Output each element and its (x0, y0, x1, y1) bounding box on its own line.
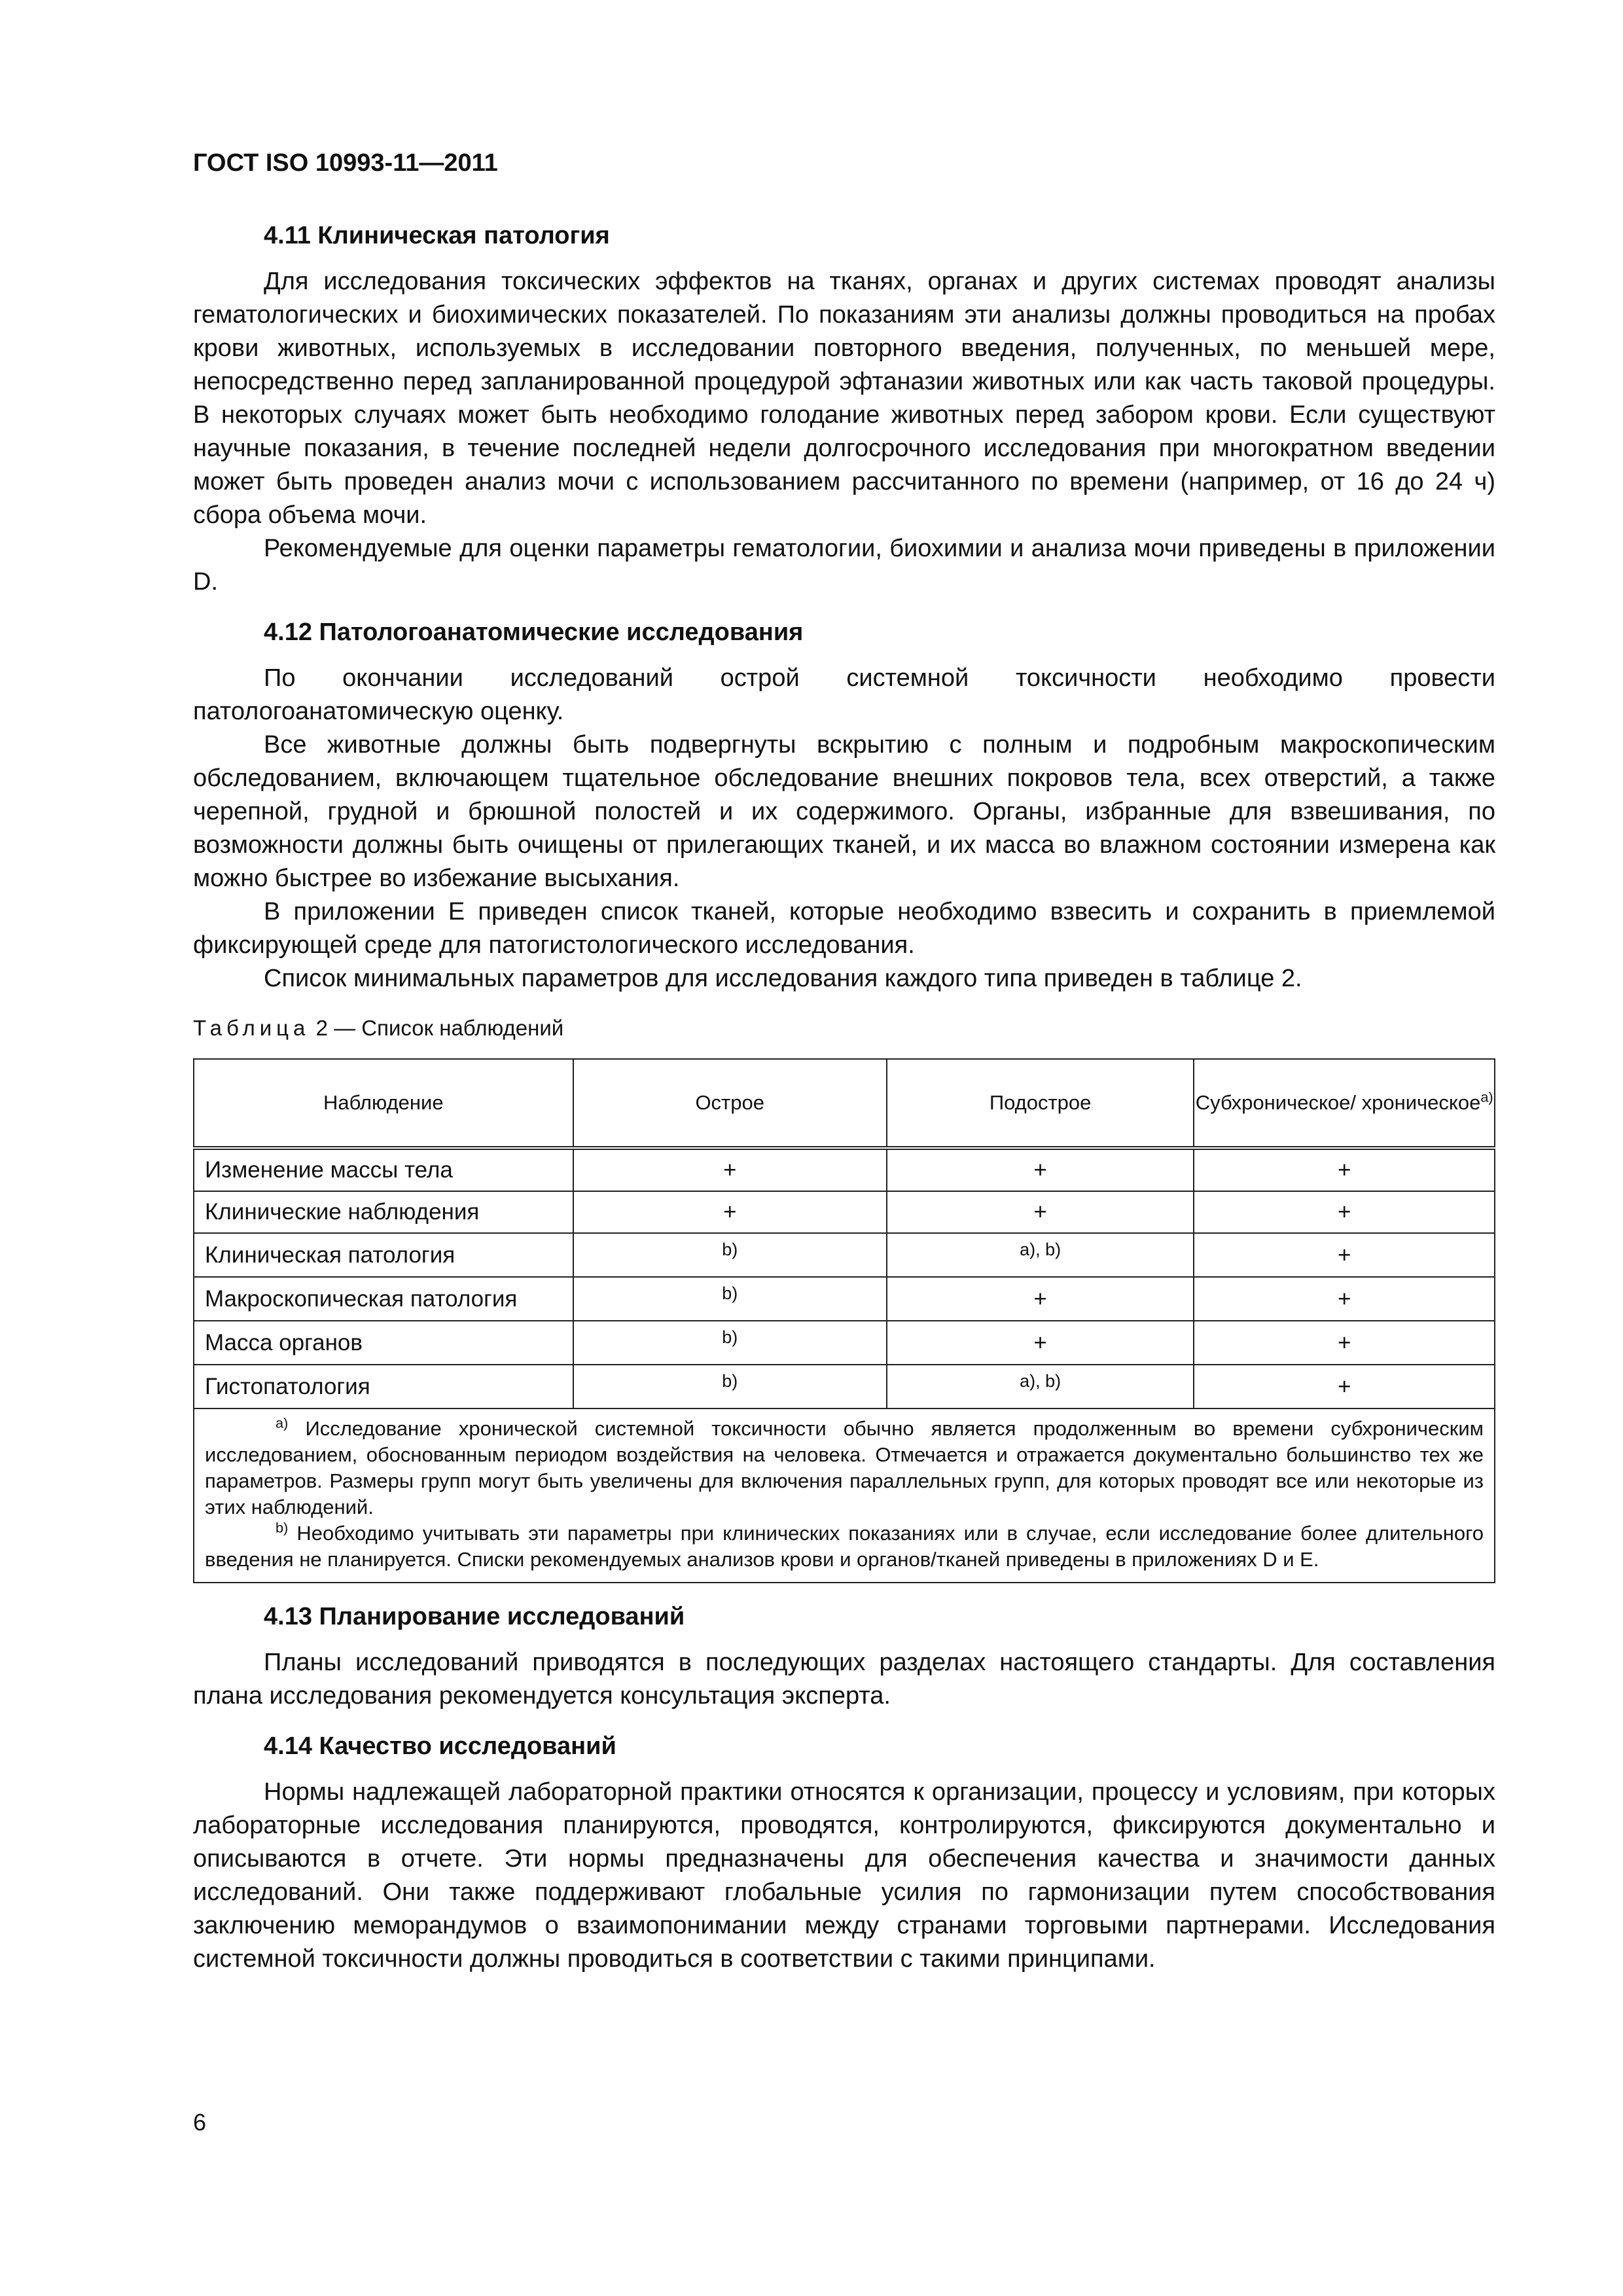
section-4-12-heading: 4.12 Патологоанатомические исследования (264, 619, 804, 646)
row-name: Гистопатология (194, 1365, 573, 1408)
row-name: Макроскопическая патология (194, 1277, 573, 1321)
header-chronic-label: Субхроническое/ хроническое (1195, 1091, 1481, 1114)
cell-acute: + (573, 1191, 887, 1233)
cell-acute: b) (573, 1277, 887, 1321)
table-note-b-mark: b) (276, 1519, 289, 1536)
section-4-11-heading: 4.11 Клиническая патология (264, 222, 610, 249)
table-caption (193, 1014, 1495, 1043)
cell-acute: b) (573, 1233, 887, 1277)
cell-acute: + (573, 1148, 887, 1191)
row-name: Изменение массы тела (194, 1148, 573, 1191)
section-4-13-heading: 4.13 Планирование исследований (264, 1603, 685, 1630)
cell-subacute: + (887, 1321, 1194, 1365)
table-note-a (205, 1416, 1484, 1520)
table-note-a-text: Исследование хронической системной токсичности обычно является продолженным во времени субхроническим исследованием, обоснованным периодом воздействия на человека. Отмечается и отражается документально большинство тех же параметров. Размеры групп могут быть увеличены для включения параллельных групп, для которых проводят все или некоторые из этих наблюдений. (205, 1417, 1484, 1518)
row-name: Клиническая патология (194, 1233, 573, 1277)
table-notes-row (194, 1408, 1495, 1583)
table-row (194, 1277, 1495, 1321)
section-4-14-paragraph-1: Нормы надлежащей лабораторной практики относятся к организации, процессу и условиям, при которых лабораторные исследования планируются, проводятся, контролируются, фиксируются документально и описываются в отчете. Эти нормы предназначены для обеспечения качества и значимости данных исследований. Они также поддерживают глобальные усилия по гармонизации путем способствования заключению меморандумов о взаимопонимании между странами торговыми партнерами. Исследования системной токсичности должны проводиться в соответствии с такими принципами. (193, 1778, 1495, 1973)
section-4-13-paragraph-1: Планы исследований приводятся в последующих разделах настоящего стандарты. Для составления плана исследования рекомендуется консультация эксперта. (193, 1649, 1495, 1710)
table-notes (194, 1408, 1495, 1583)
section-4-12-paragraph-2: Все животные должны быть подвергнуты вскрытию с полным и подробным макроскопическим обследованием, включающем тщательное обследование внешних покровов тела, всех отверстий, а также черепной, грудной и брюшной полостей и их содержимого. Органы, избранные для взвешивания, по возможности должны быть очищены от прилегающих тканей, и их масса во влажном состоянии измерена как можно быстрее во избежание высыхания. (193, 731, 1495, 892)
header-observation: Наблюдение (194, 1059, 573, 1148)
table-row (194, 1365, 1495, 1408)
cell-subacute: + (887, 1148, 1194, 1191)
row-name: Масса органов (194, 1321, 573, 1365)
section-4-12-paragraph-1: По окончании исследований острой системной токсичности необходимо провести патологоанатомическую оценку. (193, 664, 1495, 725)
table-row (194, 1321, 1495, 1365)
cell-chronic: + (1194, 1233, 1495, 1277)
page-content (193, 219, 1495, 1976)
document-header: ГОСТ ISO 10993-11—2011 (193, 149, 498, 177)
table-row (194, 1191, 1495, 1233)
table-note-a-mark: а) (276, 1414, 289, 1431)
cell-chronic: + (1194, 1321, 1495, 1365)
cell-chronic: + (1194, 1277, 1495, 1321)
cell-acute: b) (573, 1321, 887, 1365)
section-4-12-paragraph-3: В приложении Е приведен список тканей, которые необходимо взвесить и сохранить в приемлемой фиксирующей среде для патогистологического исследования. (193, 898, 1495, 959)
table-row (194, 1233, 1495, 1277)
cell-chronic: + (1194, 1148, 1495, 1191)
table-caption-word: Таблица (193, 1016, 310, 1040)
header-chronic (1194, 1059, 1495, 1148)
cell-subacute: a), b) (887, 1233, 1194, 1277)
row-name: Клинические наблюдения (194, 1191, 573, 1233)
cell-chronic: + (1194, 1365, 1495, 1408)
cell-chronic: + (1194, 1191, 1495, 1233)
section-4-11-paragraph-1: Для исследования токсических эффектов на тканях, органах и других системах проводят анализы гематологических и биохимических показателей. По показаниям эти анализы должны проводиться на пробах крови животных, используемых в исследовании повторного введения, полученных, по меньшей мере, непосредственно перед запланированной процедурой эфтаназии животных или как часть таковой процедуры. В некоторых случаях может быть необходимо голодание животных перед забором крови. Если существуют научные показания, в течение последней недели долгосрочного исследования при многократном введении может быть проведен анализ мочи с использованием рассчитанного по времени (например, от 16 до 24 ч) сбора объема мочи. (193, 268, 1495, 529)
cell-acute: b) (573, 1365, 887, 1408)
header-subacute: Подострое (887, 1059, 1194, 1148)
table-row (194, 1148, 1495, 1191)
cell-subacute: + (887, 1277, 1194, 1321)
table-note-b (205, 1520, 1484, 1573)
table-note-b-text: Необходимо учитывать эти параметры при клинических показаниях или в случае, если исследование более длительного введения не планируется. Списки рекомендуемых анализов крови и органов/тканей приведены в приложениях D и Е. (205, 1522, 1484, 1571)
table-caption-title: 2 — Список наблюдений (315, 1016, 564, 1040)
header-chronic-footnote-mark: а) (1480, 1088, 1493, 1105)
section-4-12-paragraph-4: Список минимальных параметров для исследования каждого типа приведен в таблице 2. (264, 965, 1302, 992)
section-4-14-heading: 4.14 Качество исследований (264, 1732, 616, 1760)
cell-subacute: + (887, 1191, 1194, 1233)
section-4-11-paragraph-2: Рекомендуемые для оценки параметры гематологии, биохимии и анализа мочи приведены в приложении D. (193, 535, 1495, 596)
header-acute: Острое (573, 1059, 887, 1148)
page-number: 6 (193, 2109, 207, 2136)
observations-table (193, 1058, 1495, 1583)
cell-subacute: a), b) (887, 1365, 1194, 1408)
table-header-row (194, 1059, 1495, 1148)
